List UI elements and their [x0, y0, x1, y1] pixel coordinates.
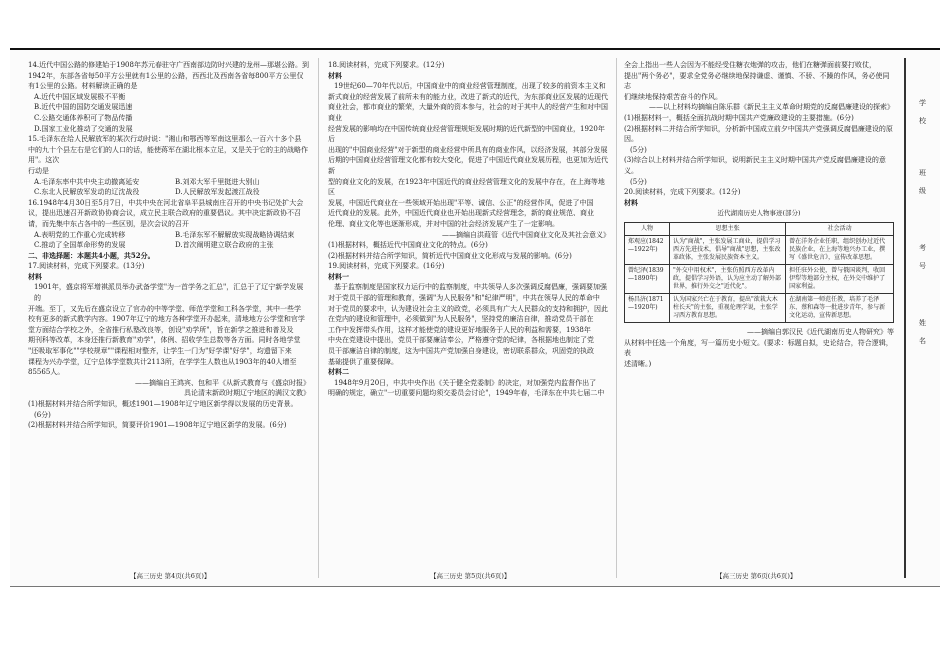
figure-name: 郑观应(1842—1922年)	[625, 235, 670, 264]
section-heading: 二、非选择题：本题共4小题，共52分。	[28, 250, 155, 260]
material-line: 发展，中国近代商业在一些领域开始出现"平等、诚信、公正"的经营作风，促进了中国	[328, 198, 594, 207]
material-line: 1948年9月20日，中共中央作出《关于健全党委制》的决定，对加强党内监督作出了	[334, 378, 597, 387]
question-15	[28, 134, 310, 198]
table-title: 近代湖南历史人物事迹(部分)	[717, 209, 801, 218]
material-label: 材料	[328, 70, 342, 80]
figure-idea: "外交中用权术"，主张仿照西方改革内政，提倡学习外语，认为应主动了解外部世界，推行外交之"近代化"。	[670, 264, 786, 293]
material-line: 中央在党建设中提出，党员干部要廉洁奉公，严格遵守党的纪律，各根据地也制定了党	[328, 336, 594, 345]
question-intro: 19.阅读材料，完成下列要求。(16分)	[328, 262, 445, 271]
option-d: D.首次阐明建立联合政府的主张	[175, 241, 274, 250]
option-b: B.毛泽东军不解解放实现战略协调结束	[175, 230, 295, 239]
sub-question: (3)综合以上材料并结合所学知识，说明新民主主义时期中国共产党反腐倡廉建设的意义。	[624, 156, 886, 175]
strip-label: 班	[919, 169, 926, 177]
material-line: 经营发展的影响均在中国传统商业经营管理规矩发展时期的近代新型的中国商业，1920年后	[328, 124, 605, 144]
figure-idea: 认为"商战"，主张发展工商业，提倡学习西方先进技术，倡导"商战"思想，主张改革政体，主张发展民族资本主义。	[670, 235, 786, 264]
material-source: ——摘编自郭汉民《近代湖南历史人物研究》等	[747, 327, 894, 336]
strip-label: 校	[919, 117, 926, 125]
sub-question: (1)根据材料，概括近代中国商业文化的特点。(6分)	[328, 241, 488, 250]
question-14	[28, 60, 310, 134]
material-source: ——摘编自王鸿宾、包和平《从新式教育与《盛京时报》	[135, 378, 310, 387]
column-divider	[318, 58, 319, 578]
question-stem-line: 16.1948年4月30日至5月7日，中共中央在河北省阜平县城南庄召开的中央书记处扩大会	[28, 198, 304, 207]
page-footer: 【高三历史 第5页(共6页)】	[430, 572, 511, 580]
column-header: 人物	[625, 222, 670, 235]
question-stem-line: 中的九十个县左右是它们的人口的话，能使蒋军在湖北根本立足，又是关于它的主的战略作用"。这次	[28, 145, 308, 165]
material-line: 基础提供了重要保障。	[328, 357, 398, 366]
question-17	[28, 261, 310, 431]
option-c: C.东北人民解放军发动的辽沈战役	[34, 188, 140, 197]
material-line: 基于监察制度是国家权力运行中的监察制度，中共领导人多次强调反腐倡廉，强调要加强	[334, 283, 607, 292]
question-intro: 18.阅读材料，完成下列要求。(12分)	[328, 61, 445, 69]
material-line: 开端。至丁，又先后在盛京设立了官办的中等学堂、师范学堂和工科各学堂，其中一些学	[28, 304, 301, 313]
figure-activity: 在湖南第一师范任教，培养了毛泽东、蔡和森等一批进步青年，参与新文化运动，宣传新思想。	[786, 293, 894, 322]
figure-name: 杨昌济(1871—1920年)	[625, 293, 670, 322]
column-header: 社会活动	[786, 222, 894, 235]
sub-question: (1)根据材料并结合所学知识，概述1901—1908年辽宁地区新学得以发展的历史背景。	[28, 400, 298, 408]
option-a: A.近代中国区域发展极不平衡	[34, 92, 126, 101]
strip-label: 号	[919, 262, 926, 270]
material-line: 全会上指出一些人会因为不能经受住糖衣炮弹的攻击，他们在糖弹面前要打败仗，	[624, 61, 876, 69]
question-prompt: 述清晰。)	[624, 359, 652, 368]
page-footer: 【高三历史 第4页(共6页)】	[130, 572, 211, 580]
material-source: 具论清末新政时期辽宁地区的满汉文教》	[184, 389, 310, 398]
question-18	[328, 60, 610, 261]
question-16	[28, 198, 310, 251]
material-line: 近代商业的发展。此外，中国近代商业也开始出现新式经营理念，新的商业规范、商业	[328, 209, 594, 218]
figure-activity: 曾在洋务企业任职，组织创办过近代民族企业，在上海等地兴办工业，撰写《盛世危言》，宣传改革思想。	[786, 235, 894, 264]
material-label: 材料	[624, 197, 638, 207]
strip-label: 名	[919, 337, 926, 345]
material-source: ——摘编自洪葭管《近代中国商业文化及其社会意义》	[442, 230, 610, 239]
sub-question: (2)根据材料并结合所学知识，简要评价1901—1908年辽宁地区新学的发展。(6分)	[28, 421, 287, 430]
material-line: 校有更多的新式教学内容。1907年辽宁的地方各种学堂开办起来，清地地方公学堂和官学	[28, 315, 305, 324]
figure-idea: 认为国家兴亡在于教育，提出"欲栽大木柱长天"的主张，重视伦理学说，主张学习西方教育思想。	[670, 293, 786, 322]
material-line: 工作中发挥带头作用，这样才能使党的建设更好地服务于人民的利益和需要，1938年	[328, 325, 591, 334]
question-intro: 20.阅读材料，完成下列要求。(12分)	[624, 188, 741, 197]
option-a: A.毛泽东率中共中央主动撤离延安	[34, 177, 140, 186]
table-header-row	[625, 222, 894, 235]
question-stem-line: 议，提出迅速召开新政协协商会议，成立民主联合政府的重要倡议。其中决定新政协不召	[28, 209, 301, 218]
question-stem-line: 请，而先集中东占各中的一些区别，是次会议的召开	[28, 219, 189, 228]
question-19	[328, 261, 610, 399]
option-d: D.国家工业化推动了交通的发展	[34, 124, 133, 133]
material-line: 们继续地保持艰苦奋斗的作风。	[624, 92, 722, 101]
page-4-column	[28, 60, 310, 431]
material-line: 提出"两个务必"，要求全党务必继续地保持谦虚、谨慎、不骄、不躁的作风，务必使同志	[624, 71, 890, 91]
material-line: 在党内的建设和管理中，必须做到"为人民服务"，坚持党的廉洁自律，推动党员干部在	[328, 315, 594, 324]
binding-strip	[904, 58, 940, 578]
question-stem-line: 14.近代中国公路的修建始于1908年苏元春驻守广西南部边防时兴建的龙州—那堪公路。到	[28, 61, 309, 69]
question-intro: 17.阅读材料，完成下列要求。(13分)	[28, 262, 145, 271]
material-line: 课程为兴办学堂，辽宁总体学堂数共计2113所，在学学生人数也从1903年的40人增至85565人。	[28, 357, 297, 377]
material-line: 商业社会，都市商业的繁荣，大量外商的资本参与，社会的对于其中人的经营产生和对中国商业	[328, 103, 608, 122]
material-line: 堂方面结合学校之外，全省推行私塾改良等，创设"劝学所"，旨在新学之推进和普及及	[28, 325, 294, 334]
material-label: 材料二	[328, 367, 349, 377]
material-line: 对于党员干部的管理和教育，强调"为人民服务"和"纪律严明"，中共在领导人民的革命中	[328, 294, 600, 303]
option-c: C.公路交通体养积可了物品传播	[34, 113, 133, 122]
column-divider	[616, 58, 617, 578]
material-line: 明确的规定，确立"一切重要问题均须交委员会讨论"，1949年春，毛泽东在中共七届二中	[328, 389, 605, 398]
material-line: 新式商业的经营发展了前所未有的能力业，改进了新式的近代，为东部商业区发展的近现代	[328, 92, 608, 101]
material-line: 19世纪60—70年代以后，中国商业中的商业经营管理制度，出现了较多的前资本主义和	[334, 82, 606, 91]
sub-question-points: (6分)	[34, 410, 51, 419]
option-b: B.近代中国的国防交通发展迅速	[34, 103, 133, 112]
figure-name: 曾纪泽(1839—1890年)	[625, 264, 670, 293]
option-b: B.刘邓大军千里挺进大别山	[175, 177, 260, 186]
material-line: 伦理、商业文化等也逐渐形成，并对中国的社会经济发展产生了一定影响。	[328, 219, 559, 228]
sub-question-points: (5分)	[630, 177, 647, 186]
material-label: 材料	[28, 271, 42, 281]
strip-label: 考	[919, 244, 926, 252]
table-row	[625, 293, 894, 322]
figure-activity: 担任驻外公使，曾与俄国谈判，收回伊犁等地部分主权，在外交中维护了国家利益。	[786, 264, 894, 293]
question-stem-line: 15.毛泽东在给人民解放军的某次行动时说："湘山和鄂西等军南这里那么一百六十多个县	[28, 135, 302, 144]
material-line: 出现的"中国商业经营"对于新型的商业经营中所具有的商业作风，以经济发展，其部分发展	[328, 145, 608, 154]
material-source: ——以上材料均摘编自陈乐群《新民主主义革命时期党的反腐倡廉建设的探索》	[649, 103, 894, 112]
table-row	[625, 264, 894, 293]
page-footer: 【高三历史 第6页(共6页)】	[716, 572, 797, 580]
material-label: 材料一	[328, 271, 349, 281]
exam-sheet	[10, 48, 940, 587]
material-line: 型的商业文化的发展，在1923年中国近代的商业经营管理文化的发展中存在，在上海等地区	[328, 177, 605, 197]
material-line: 1901年，盛京将军增祺派员举办武备学堂"为一首学务之汇总"，汇总于了辽宁新学发展的	[34, 283, 304, 303]
history-figures-table	[624, 222, 894, 323]
question-stem-line: 1942年，东部各省每50平方公里就有1公里的公路，西西北及西南各省每800平方公里仅	[28, 71, 304, 80]
question-stem-line: 有1公里的公路。材料解读正确的是	[28, 82, 138, 91]
strip-label: 姓	[919, 319, 926, 327]
material-line: 员干部廉洁自律的制度，这为中国共产党加强自身建设，密切联系群众，巩固党的执政	[328, 347, 594, 356]
strip-label: 级	[919, 187, 926, 195]
sub-question: (2)根据材料二并结合所学知识，分析新中国成立前夕中国共产党强调反腐倡廉建设的原因。	[624, 124, 893, 144]
column-header: 思想主张	[670, 222, 786, 235]
page-6-column	[624, 60, 894, 369]
material-line: "还吸取军事化""学校规章""课程相对整齐，让学生一门为"好学课"好学"，均遗留下来	[28, 347, 292, 356]
sub-question-points: (5分)	[630, 145, 647, 154]
question-stem-line: 行动是	[28, 166, 49, 175]
page-5-column	[328, 60, 610, 399]
question-prompt: 从材料中任选一个角度，写一篇历史小短文。(要求：标题自拟，史论结合，符合逻辑，表	[624, 338, 893, 358]
sub-question: (1)根据材料一，概括全面抗战时期中国共产党廉政建设的主要措施。(6分)	[624, 113, 854, 122]
option-d: D.人民解放军发起渡江战役	[175, 188, 260, 197]
option-c: C.推动了全国革命形势的发展	[34, 241, 126, 250]
strip-label: 学	[919, 99, 926, 107]
table-row	[625, 235, 894, 264]
material-line: 对于党员的要求中，认为建设社会主义的政党，必须具有广大人民群众的支持和拥护，因此	[328, 304, 608, 313]
option-a: A.表明党的工作重心完成转移	[34, 230, 126, 239]
sub-question: (2)根据材料并结合所学知识，简析近代中国商业文化形成与发展的影响。(6分)	[328, 251, 572, 260]
material-line: 后期的中国商业经营管理文化都有较大变化，促进了中国近代商业发展历程，也更加为近代新	[328, 156, 608, 175]
material-line: 期刊科等改革，本身还推行新教育"劝学"，体例、招收学生总数等各方面。同时各地学堂	[28, 336, 301, 345]
